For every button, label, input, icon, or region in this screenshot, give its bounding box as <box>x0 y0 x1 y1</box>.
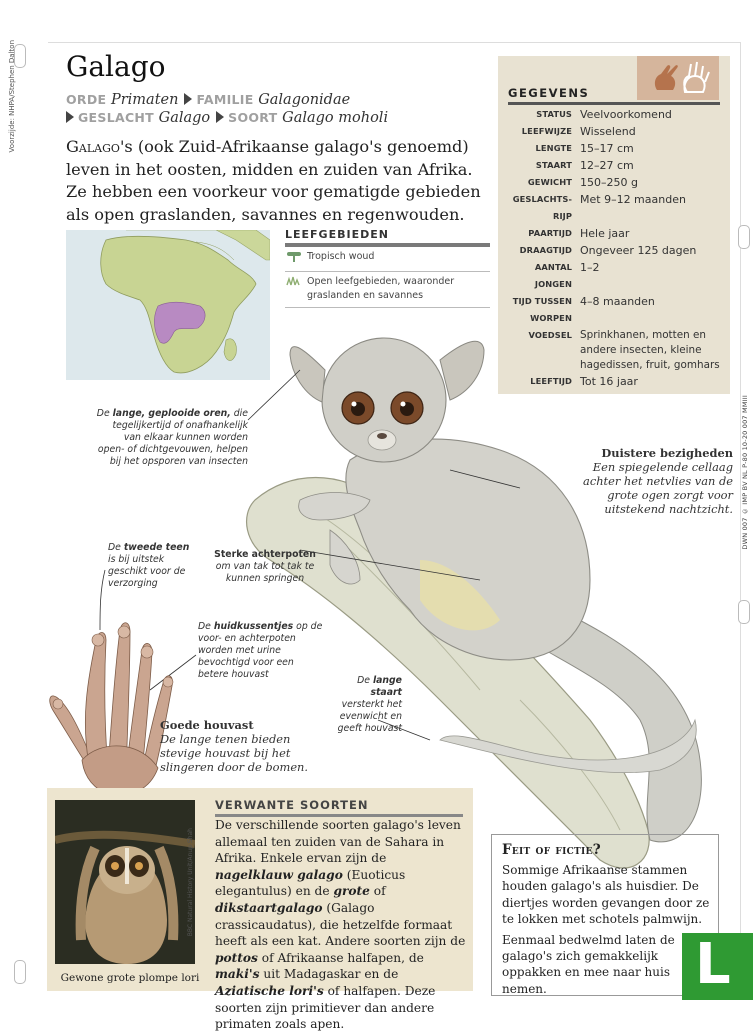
facts-key: LEEFWIJZE <box>521 126 572 136</box>
facts-key: GEWICHT <box>527 177 572 187</box>
fact-title: Feit of fictie? <box>502 842 601 858</box>
soort-label: SOORT <box>228 110 278 125</box>
facts-value: 1–2 <box>580 261 600 274</box>
loris-photo <box>55 800 195 964</box>
facts-value: Sprinkhanen, motten en andere insecten, kleine hagedissen, fruit, gomhars <box>580 329 720 371</box>
orde-label: ORDE <box>66 92 107 107</box>
annotation-pads: De huidkussentjes op de voor- en achterpoten worden met urine bevochtigd voor een betere houvast <box>198 621 323 680</box>
fact-text: Sommige Afrikaanse stammen houden galago's als huisdier. De diertjes worden gevangen door ze te lokken met schotels palmwijn. Eenmaal bedwelmd laten de galago's zich gemakkelijk oppakken en mee naar huis nemen. <box>502 863 710 996</box>
facts-title: GEGEVENS <box>508 86 590 100</box>
facts-value: Ongeveer 125 dagen <box>580 244 697 257</box>
night-vision-title: Duistere bezigheden <box>601 446 733 460</box>
facts-value: 15–17 cm <box>580 142 634 155</box>
annotation-tail: De lange staart versterkt het evenwicht en geeft houvast <box>337 675 402 734</box>
facts-value: Veelvoorkomend <box>580 108 672 121</box>
photo-credit: BBC Natural History Unit/Anup Shah <box>187 828 194 937</box>
facts-key: STATUS <box>536 109 572 119</box>
related-title: VERWANTE SOORTEN <box>215 798 369 812</box>
annotation-ears: De lange, geplooide oren, die tegelijkertijd of onafhankelijk van elkaar kunnen worden open- of dichtgevouwen, helpen bij het opsporen van insecten <box>96 408 248 467</box>
facts-key: DRAAGTIJD <box>519 245 572 255</box>
annotation-hindlegs: Sterke achterpoten om van tak tot tak te kunnen springen <box>205 549 325 585</box>
facts-value: Hele jaar <box>580 227 630 240</box>
intro-text: 's (ook Zuid-Afrikaanse galago's genoemd) leven in het oosten, midden en zuiden van Afrika. Ze hebben een voorkeur voor gematigde gebieden als open graslanden, savannes en regenwouden. <box>66 137 481 224</box>
habitat-label: Tropisch woud <box>307 251 375 262</box>
soort-value: Galago moholi <box>282 110 389 126</box>
facts-key: TIJD TUSSEN WORPEN <box>512 296 572 323</box>
related-species-panel <box>47 788 473 1032</box>
annotation-grip: Goede houvast De lange tenen bieden stevige houvast bij het slingeren door de bomen. <box>160 718 309 774</box>
orde-value: Primaten <box>110 92 179 108</box>
facts-value: Tot 16 jaar <box>580 375 638 388</box>
geslacht-value: Galago <box>158 110 211 126</box>
facts-value: Wisselend <box>580 125 636 138</box>
familie-value: Galagonidae <box>258 92 351 108</box>
facts-key: LEEFTIJD <box>530 376 572 386</box>
photo-caption: Gewone grote plompe lori <box>60 972 200 984</box>
intro-lead: Galago <box>66 137 120 156</box>
facts-key: PAARTIJD <box>528 228 572 238</box>
annotation-toe-bold: tweede teen <box>123 542 190 553</box>
galago-ear-right <box>440 341 484 400</box>
publisher-logo: L <box>682 933 753 1000</box>
familie-label: FAMILIE <box>196 92 254 107</box>
geslacht-label: GESLACHT <box>78 110 155 125</box>
page-title: Galago <box>66 50 166 83</box>
annotation-ears-bold: lange, geplooide oren, <box>112 408 231 419</box>
annotation-tail-bold: lange staart <box>370 675 402 698</box>
related-text: De verschillende soorten galago's leven allemaal ten zuiden van de Sahara in Afrika. Enkele ervan zijn de nagelklauw galago (Euoticus elegantulus) en de grote of dikstaartgalago (Galago crassicaudatus), die hetzelfde formaat heeft als een kat. Andere soorten zijn de pottos of Afrikaanse halfapen, de maki's uit Madagaskar en de Aziatische lori's of halfapen. Deze soorten zijn primitiever dan andere primaten zoals apen. <box>215 818 466 1032</box>
facts-value: 4–8 maanden <box>580 295 655 308</box>
facts-key: LENGTE <box>535 143 572 153</box>
cover-credit: Voorzijde: NHPA/Stephen Dalton <box>8 40 16 153</box>
annotation-toe: De tweede teen is bij uitstek geschikt voor de verzorging <box>108 542 190 589</box>
product-code: DWN 007 © IMP BV NL P-80 10-20 007 MMIII <box>741 395 749 550</box>
habitat-title: LEEFGEBIEDEN <box>285 228 490 247</box>
facts-value: 12–27 cm <box>580 159 634 172</box>
facts-key: STAART <box>535 160 572 170</box>
loris-graphic <box>55 800 195 964</box>
galago-hand <box>50 623 173 796</box>
grip-title: Goede houvast <box>160 718 254 732</box>
facts-value: Met 9–12 maanden <box>580 193 686 206</box>
annotation-pads-bold: huidkussentjes <box>213 621 294 632</box>
facts-key: AANTAL JONGEN <box>534 262 572 289</box>
annotation-night-vision: Duistere bezigheden Een spiegelende cellaag achter het netvlies van de grote ogen zorgt voor uitstekend nachtzicht. <box>565 446 733 516</box>
facts-key: GESLACHTS-RIJP <box>512 194 572 221</box>
facts-value: 150–250 g <box>580 176 638 189</box>
facts-key: VOEDSEL <box>528 330 572 340</box>
habitat-label: Open leefgebieden, waaronder graslanden en savannes <box>307 276 455 301</box>
annotation-hindlegs-bold: Sterke achterpoten <box>214 549 316 560</box>
